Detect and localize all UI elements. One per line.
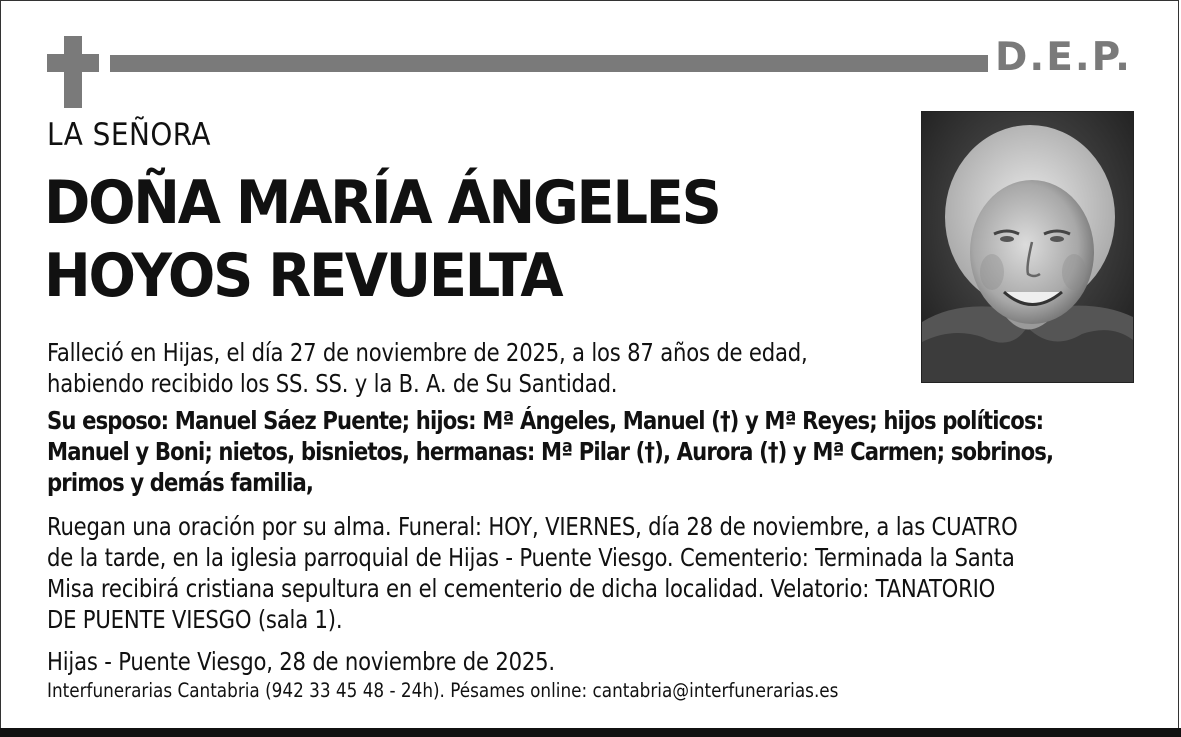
dep-label: D.E.P. bbox=[995, 35, 1132, 80]
funeral-info: Ruegan una oración por su alma. Funeral: HOY, VIERNES, día 28 de noviembre, a las CUATRO de la tarde, en la iglesia parroquial de Hijas - Puente Viesgo. Cementerio: Terminada la Santa Misa recibirá cristiana sepultura en el cementerio de dicha localidad. Velatorio: TANATORIO DE PUENTE VIESGO (sala 1). bbox=[47, 512, 1018, 634]
funeral-home-contact: Interfunerarias Cantabria (942 33 45 48 - 24h). Pésames online: cantabria@interfunerarias.es bbox=[47, 679, 839, 702]
place-date: Hijas - Puente Viesgo, 28 de noviembre de 2025. bbox=[47, 647, 555, 676]
cross-icon bbox=[47, 36, 99, 108]
death-notice: Falleció en Hijas, el día 27 de noviembre de 2025, a los 87 años de edad, habiendo recibido los SS. SS. y la B. A. de Su Santidad. bbox=[47, 338, 808, 398]
name-line-1: DOÑA MARÍA ÁNGELES bbox=[44, 168, 720, 238]
header-rule bbox=[110, 55, 988, 72]
deceased-name bbox=[44, 167, 720, 313]
name-line-2: HOYOS REVUELTA bbox=[44, 241, 562, 311]
honorific: LA SEÑORA bbox=[47, 117, 211, 153]
bottom-border bbox=[0, 728, 1181, 737]
family-list: Su esposo: Manuel Sáez Puente; hijos: Mª Ángeles, Manuel (†) y Mª Reyes; hijos políticos: Manuel y Boni; nietos, bisnietos, hermanas: Mª Pilar (†), Aurora (†) y Mª Carmen; sobrinos, primos y demás familia, bbox=[47, 406, 1054, 497]
portrait-photo bbox=[921, 111, 1134, 383]
